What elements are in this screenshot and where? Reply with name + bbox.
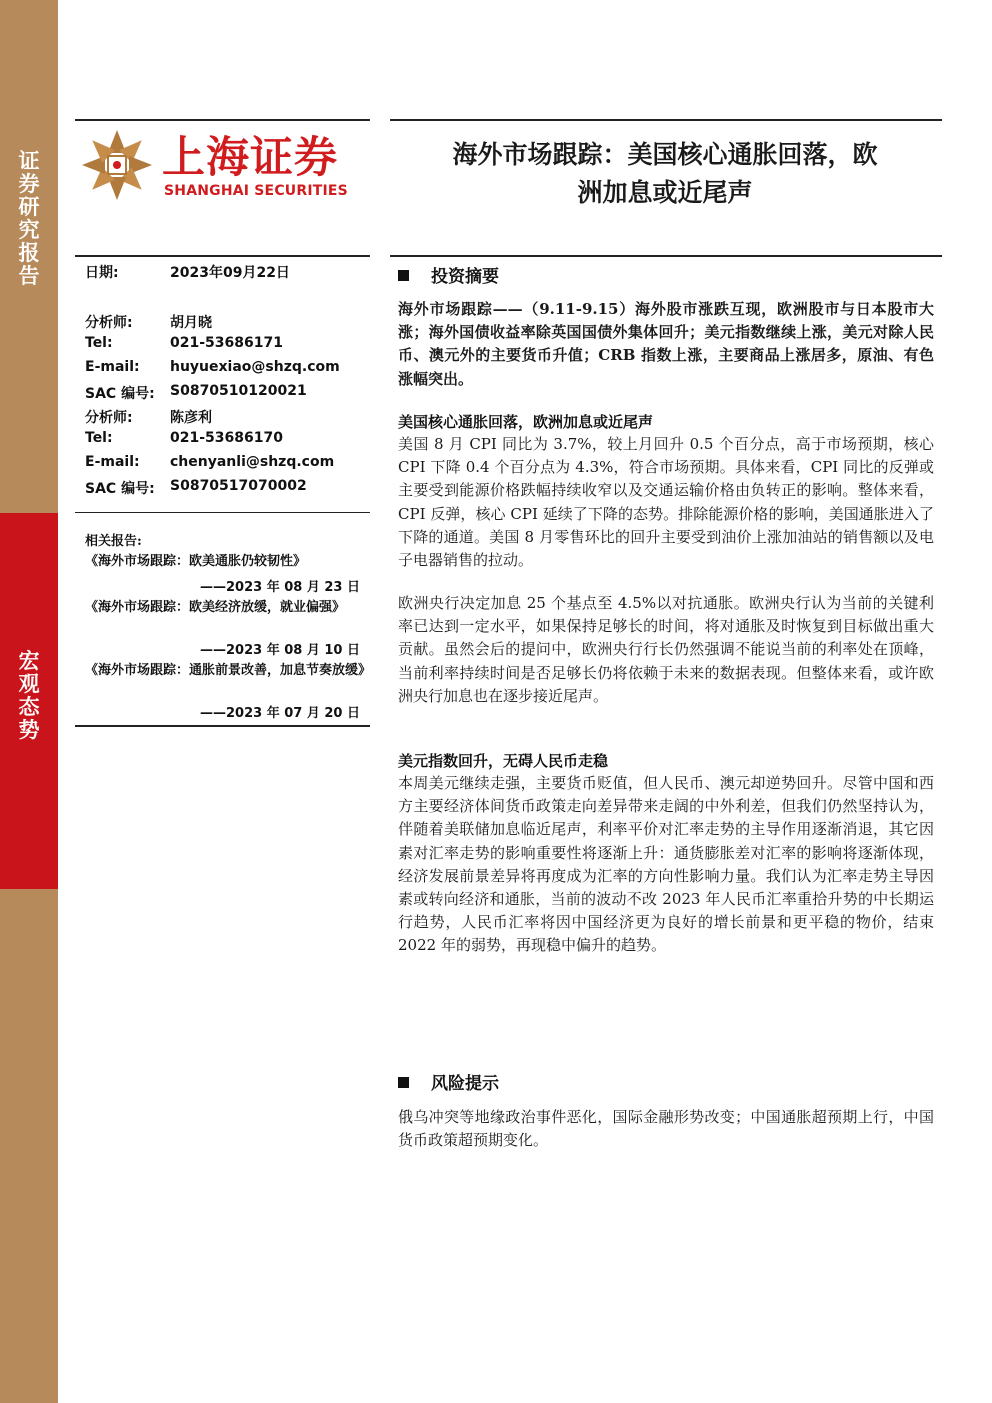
- meta-top-rule: [75, 255, 370, 257]
- related-report-date: ——2023 年 07 月 20 日: [200, 706, 360, 721]
- meta-row-sac: [85, 478, 365, 498]
- meta-value: 021-53686171: [170, 335, 283, 351]
- meta-row-email: [85, 359, 365, 379]
- summary-heading: [398, 262, 499, 287]
- side-label-char: 报: [18, 241, 40, 265]
- meta-row-email: [85, 454, 365, 474]
- meta-row-tel: [85, 335, 365, 355]
- side-label-char: 券: [18, 172, 40, 196]
- related-report-date: ——2023 年 08 月 10 日: [200, 643, 360, 658]
- meta-value: 021-53686170: [170, 430, 283, 446]
- meta-key: 日期:: [85, 265, 119, 281]
- risk-heading: [398, 1069, 499, 1094]
- meta-key: E-mail:: [85, 359, 140, 375]
- logo-emblem-icon: [80, 128, 154, 202]
- meta-value: S0870517070002: [170, 478, 307, 494]
- meta-row-analyst: [85, 407, 365, 427]
- meta-key: Tel:: [85, 335, 113, 351]
- meta-row-date: [85, 262, 365, 282]
- related-report-date-row: [85, 702, 360, 722]
- logo-name-en: SHANGHAI SECURITIES: [164, 183, 348, 199]
- section-paragraph: 美国 8 月 CPI 同比为 3.7%，较上月回升 0.5 个百分点，高于市场预期，核心 CPI 下降 0.4 个百分点为 4.3%，符合市场预期。具体来看，CPI 同比的反弹或主要受到能源价格跌幅持续收窄以及交通运输价格由负转正的影响。整体来看，CPI 反弹，核心 CPI 延续了下降的态势。排除能源价格的影响，美国通胀进入了下降的通道。美国 8 月零售环比的回升主要受到油价上涨加油站的销售额以及电子电器销售的拉动。: [398, 435, 934, 570]
- side-label-char: 研: [18, 195, 40, 219]
- section-title: 美国核心通胀回落，欧洲加息或近尾声: [398, 413, 654, 431]
- summary-heading-text: 投资摘要: [431, 267, 499, 287]
- meta-key: SAC 编号:: [85, 481, 155, 497]
- report-title-line1: 海外市场跟踪：美国核心通胀回落，欧: [452, 140, 878, 169]
- header-rule-left: [75, 119, 370, 121]
- logo-name-cn: 上海证券: [162, 133, 338, 183]
- related-report-link[interactable]: 《海外市场跟踪：通胀前景改善，加息节奏放缓》: [85, 663, 372, 678]
- risk-heading-text: 风险提示: [431, 1074, 499, 1094]
- meta-key: SAC 编号:: [85, 386, 155, 402]
- meta-value: 陈彦利: [170, 410, 212, 426]
- report-title-line2: 洲加息或近尾声: [577, 178, 753, 207]
- related-report-link[interactable]: 《海外市场跟踪：欧美通胀仍较韧性》: [85, 554, 307, 569]
- meta-value: 2023年09月22日: [170, 265, 290, 281]
- meta-value: huyuexiao@shzq.com: [170, 359, 340, 375]
- summary-intro: 海外市场跟踪——（9.11-9.15）海外股市涨跌互现，欧洲股市与日本股市大涨；海外国债收益率除英国国债外集体回升；美元指数继续上涨，美元对除人民币、澳元外的主要货币升值；CRB 指数上涨，主要商品上涨居多，原油、有色涨幅突出。: [398, 300, 934, 388]
- header-rule-right: [390, 119, 942, 121]
- meta-divider-rule: [75, 512, 370, 513]
- section-paragraph: 欧洲央行决定加息 25 个基点至 4.5%以对抗通胀。欧洲央行认为当前的关键利率已达到一定水平，如果保持足够长的时间，将对通胀及时恢复到目标做出重大贡献。虽然会后的提问中，欧洲央行行长仍然强调不能说当前的利率处在顶峰，当前利率持续时间是否足够长仍将依赖于未来的数据表现。但整体来看，或许欧洲央行加息也在逐步接近尾声。: [398, 594, 934, 705]
- side-label-char: 态: [18, 695, 40, 719]
- risk-paragraph: 俄乌冲突等地缘政治事件恶化，国际金融形势改变；中国通胀超预期上行，中国货币政策超预期变化。: [398, 1108, 934, 1150]
- meta-value: S0870510120021: [170, 383, 307, 399]
- company-logo: [80, 128, 350, 208]
- meta-value: chenyanli@shzq.com: [170, 454, 335, 470]
- meta-row-sac: [85, 383, 365, 403]
- related-report-date: ——2023 年 08 月 23 日: [200, 580, 360, 595]
- meta-key: 分析师:: [85, 410, 133, 426]
- meta-row-analyst: [85, 312, 365, 332]
- side-label-char: 证: [18, 149, 40, 173]
- side-label-report-type: [0, 150, 58, 288]
- side-label-char: 观: [18, 672, 40, 696]
- square-bullet-icon: [398, 1077, 409, 1088]
- related-report-date-row: [85, 639, 360, 659]
- side-label-char: 宏: [18, 649, 40, 673]
- meta-key: 分析师:: [85, 315, 133, 331]
- side-label-category: [0, 650, 58, 742]
- related-bottom-rule: [75, 725, 370, 727]
- meta-key: Tel:: [85, 430, 113, 446]
- section-title: 美元指数回升，无碍人民币走稳: [398, 752, 609, 770]
- meta-row-tel: [85, 430, 365, 450]
- summary-top-rule: [390, 255, 942, 257]
- related-report-link[interactable]: 《海外市场跟踪：欧美经济放缓，就业偏强》: [85, 600, 346, 615]
- meta-key: E-mail:: [85, 454, 140, 470]
- side-label-char: 告: [18, 264, 40, 288]
- square-bullet-icon: [398, 270, 409, 281]
- meta-value: 胡月晓: [170, 315, 212, 331]
- side-label-char: 究: [18, 218, 40, 242]
- related-report-date-row: [85, 576, 360, 596]
- section-paragraph: 本周美元继续走强，主要货币贬值，但人民币、澳元却逆势回升。尽管中国和西方主要经济体间货币政策走向差异带来走阔的中外利差，但我们仍然坚持认为，伴随着美联储加息临近尾声，利率平价对汇率走势的主导作用逐渐消退，其它因素对汇率走势的影响重要性将逐渐上升：通货膨胀差对汇率的影响将逐渐体现，经济发展前景差异将再度成为汇率的方向性影响力量。我们认为汇率走势主导因素或转向经济和通胀，当前的波动不改 2023 年人民币汇率重拾升势的中长期运行趋势，人民币汇率将因中国经济更为良好的增长前景和更平稳的物价，结束 2022 年的弱势，再现稳中偏升的趋势。: [398, 774, 934, 955]
- related-reports-heading: 相关报告:: [85, 534, 142, 549]
- side-label-char: 势: [18, 718, 40, 742]
- report-title: [395, 136, 935, 212]
